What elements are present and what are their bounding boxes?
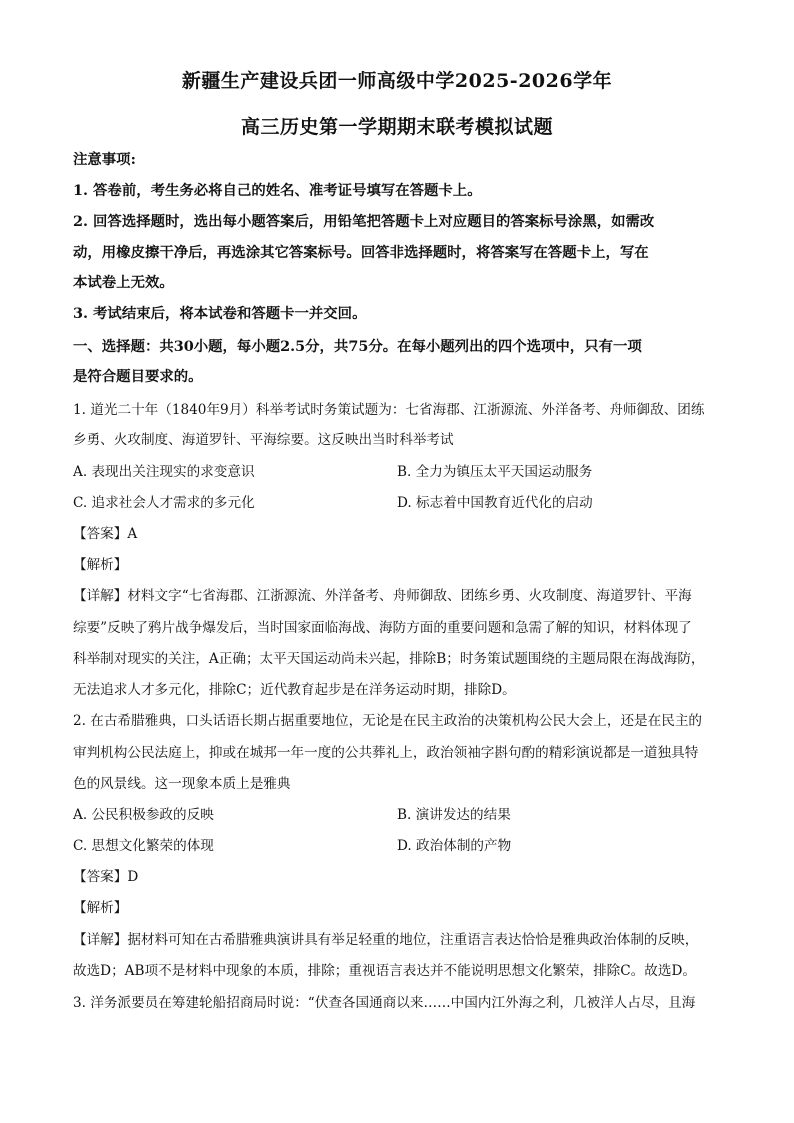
q2-option-d: D. 政治体制的产物 <box>397 838 512 854</box>
notice-item-2-line1: 2. 回答选择题时，选出每小题答案后，用铅笔把答题卡上对应题目的答案标号涂黑，如需改 <box>73 213 655 230</box>
q1-detail-line3: 科举制对现实的关注，A正确；太平天国运动尚未兴起，排除B；时务策试题围绕的主题局限在海战海防， <box>73 651 705 667</box>
notice-item-3: 3. 考试结束后，将本试卷和答题卡一并交回。 <box>73 305 367 322</box>
q2-option-c: C. 思想文化繁荣的体现 <box>73 838 214 854</box>
q1-option-c: C. 追求社会人才需求的多元化 <box>73 495 255 511</box>
notice-item-1: 1. 答卷前，考生务必将自己的姓名、准考证号填写在答题卡上。 <box>73 182 482 199</box>
q2-detail-line1: 【详解】据材料可知在古希腊雅典演讲具有举足轻重的地位，注重语言表达恰恰是雅典政治体制的反映， <box>73 932 699 948</box>
q1-answer: 【答案】A <box>73 526 138 542</box>
q1-analysis-label: 【解析】 <box>73 557 128 573</box>
exam-title-line2: 高三历史第一学期期末联考模拟试题 <box>240 116 553 138</box>
q2-option-b: B. 演讲发达的结果 <box>397 807 511 823</box>
q1-option-b: B. 全力为镇压太平天国运动服务 <box>397 464 593 480</box>
q2-analysis-label: 【解析】 <box>73 900 128 916</box>
q1-detail-line4: 无法追求人才多元化，排除C；近代教育起步是在洋务运动时期，排除D。 <box>73 682 516 698</box>
notice-item-2-line2: 动，用橡皮擦干净后，再选涂其它答案标号。回答非选择题时，将答案写在答题卡上，写在 <box>73 244 649 261</box>
q2-option-a: A. 公民积极参政的反映 <box>73 807 214 823</box>
q1-stem-line1: 1. 道光二十年（1840年9月）科举考试时务策试题为：七省海郡、江浙源流、外洋备考、舟师御敌、团练 <box>73 402 705 418</box>
notice-heading: 注意事项: <box>73 151 136 168</box>
section-heading-line2: 是符合题目要求的。 <box>73 368 203 385</box>
q1-stem-line2: 乡勇、火攻制度、海道罗针、平海综要。这反映出当时科举考试 <box>73 432 454 448</box>
q2-stem-line3: 色的风景线。这一现象本质上是雅典 <box>73 776 291 792</box>
q2-answer: 【答案】D <box>73 869 139 885</box>
q2-stem-line1: 2. 在古希腊雅典，口头话语长期占据重要地位，无论是在民主政治的决策机构公民大会上，还是在民主的 <box>73 713 703 729</box>
q1-option-a: A. 表现出关注现实的求变意识 <box>73 464 255 480</box>
q1-detail-line2: 综要”反映了鸦片战争爆发后，当时国家面临海战、海防方面的重要问题和急需了解的知识，材料体现了 <box>73 620 692 636</box>
q1-option-d: D. 标志着中国教育近代化的启动 <box>397 495 593 511</box>
section-heading-line1: 一、选择题：共30小题，每小题2.5分，共75分。在每小题列出的四个选项中，只有一项 <box>73 338 642 355</box>
q2-detail-line2: 故选D；AB项不是材料中现象的本质，排除；重视语言表达并不能说明思想文化繁荣，排除C。故选D。 <box>73 963 696 979</box>
q2-stem-line2: 审判机构公民法庭上，抑或在城邦一年一度的公共葬礼上，政治领袖字斟句酌的精彩演说都是一道独具特 <box>73 745 699 761</box>
notice-item-2-line3: 本试卷上无效。 <box>73 274 174 291</box>
q1-detail-line1: 【详解】材料文字“七省海郡、江浙源流、外洋备考、舟师御敌、团练乡勇、火攻制度、海道罗针、平海 <box>73 588 692 604</box>
q3-stem-line1: 3. 洋务派要员在筹建轮船招商局时说：“伏查各国通商以来……中国内江外海之利，几被洋人占尽，且海 <box>73 995 696 1011</box>
exam-title-line1: 新疆生产建设兵团一师高级中学2025-2026学年 <box>181 70 613 92</box>
